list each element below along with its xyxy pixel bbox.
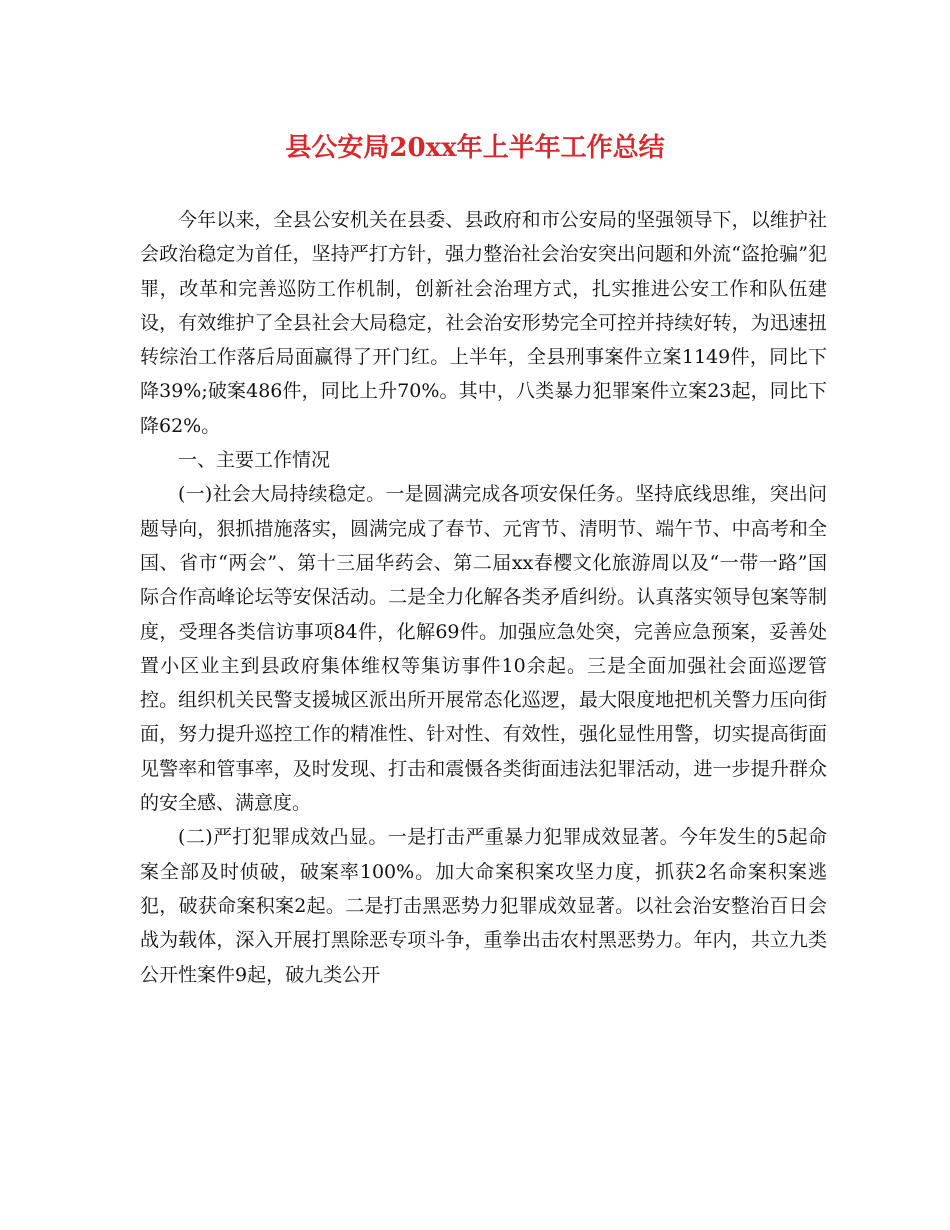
paragraph-social-stability: (一)社会大局持续稳定。一是圆满完成各项安保任务。坚持底线思维，突出问题导向，狠抓措施落实，圆满完成了春节、元宵节、清明节、端午节、中高考和全国、省市“两会”、第十三届华药会、第二届xx春樱文化旅游周以及“一带一路”国际合作高峰论坛等安保活动。二是全力化解各类矛盾纠纷。认真落实领导包案等制度，受理各类信访事项84件，化解69件。加强应急处突，完善应急预案，妥善处置小区业主到县政府集体维权等集访事件10余起。三是全面加强社会面巡逻管控。组织机关民警支援城区派出所开展常态化巡逻，最大限度地把机关警力压向街面，努力提升巡控工作的精准性、针对性、有效性，强化显性用警，切实提高街面见警率和管事率，及时发现、打击和震慑各类街面违法犯罪活动，进一步提升群众的安全感、满意度。	[140, 483, 827, 815]
intro-paragraph: 今年以来，全县公安机关在县委、县政府和市公安局的坚强领导下，以维护社会政治稳定为首任，坚持严打方针，强力整治社会治安突出问题和外流“盗抢骗”犯罪，改革和完善巡防工作机制，创新社会治理方式，扎实推进公安工作和队伍建设，有效维护了全县社会大局稳定，社会治安形势完全可控并持续好转，为迅速扭转综治工作落后局面赢得了开门红。上半年，全县刑事案件立案1149件，同比下降39%;破案486件，同比上升70%。其中，八类暴力犯罪案件立案23起，同比下降62%。	[140, 209, 827, 437]
document-title: 县公安局20xx年上半年工作总结	[285, 133, 665, 163]
paragraph-crime-crackdown: (二)严打犯罪成效凸显。一是打击严重暴力犯罪成效显著。今年发生的5起命案全部及时侦破，破案率100%。加大命案积案攻坚力度，抓获2名命案积案逃犯，破获命案积案2起。二是打击黑恶势力犯罪成效显著。以社会治安整治百日会战为载体，深入开展打黑除恶专项斗争，重拳出击农村黑恶势力。年内，共立九类公开性案件9起，破九类公开	[140, 826, 827, 986]
section-heading-main-work: 一、主要工作情况	[178, 449, 331, 472]
document-body	[140, 203, 827, 992]
